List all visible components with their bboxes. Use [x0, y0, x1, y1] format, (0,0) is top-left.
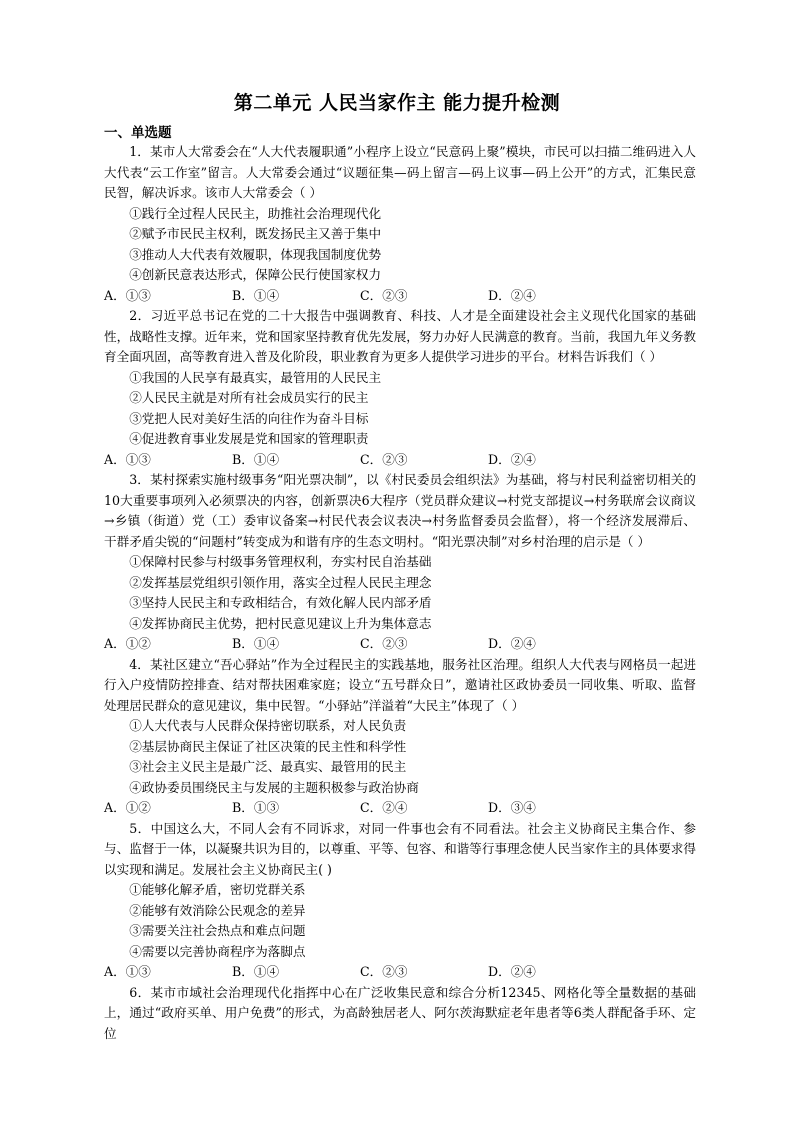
- choice-d[interactable]: D．②④: [488, 636, 536, 651]
- question: [104, 819, 696, 983]
- statement-option: ①能够化解矛盾，密切党群关系: [129, 882, 306, 897]
- question-stem: 2．习近平总书记在党的二十大报告中强调教育、科技、人才是全面建设社会主义现代化国家的基础性，战略性支撑。近年来，党和国家坚持教育优先发展，努力办好人民满意的教育。当前，我国九年义务教育全面巩固，高等教育进入普及化阶段，职业教育为更多人提供学习进步的平台。材料告诉我们（ ）: [104, 308, 696, 364]
- choice-d[interactable]: D．②④: [488, 287, 536, 303]
- statement-option: ①人大代表与人民群众保持密切联系，对人民负责: [129, 718, 407, 733]
- question: [104, 983, 696, 1045]
- question-stem: 5．中国这么大，不同人会有不同诉求，对同一件事也会有不同看法。社会主义协商民主集合作、参与、监督于一体，以凝聚共识为目的，以尊重、平等、包容、和谐等行事理念使人民当家作主的具体要求得以实现和满足。发展社会主义协商民主( ): [104, 820, 696, 877]
- choice-c[interactable]: C．②③: [360, 287, 408, 303]
- answer-choices: [104, 286, 696, 307]
- choice-b[interactable]: B．①④: [232, 636, 280, 651]
- page-title: 第二单元 人民当家作主 能力提升检测: [233, 92, 561, 114]
- statement-option: ②基层协商民主保证了社区决策的民主性和科学性: [129, 738, 407, 754]
- statement-option: ③推动人大代表有效履职，体现我国制度优势: [129, 246, 382, 262]
- statement-option: ④需要以完善协商程序为落脚点: [129, 943, 306, 959]
- choice-b[interactable]: B．①④: [232, 287, 280, 303]
- statement-option: ①保障村民参与村级事务管理权利，夯实村民自治基础: [129, 554, 432, 569]
- statement-option: ③社会主义民主是最广泛、最真实、最管用的民主: [129, 759, 407, 774]
- choice-a[interactable]: A．①②: [104, 636, 151, 651]
- question-list: [104, 142, 696, 1044]
- choice-d[interactable]: D．②④: [488, 964, 536, 979]
- question-stem: 6．某市市域社会治理现代化指挥中心在广泛收集民意和综合分析12345、网格化等全量数据的基础上，通过“政府买单、用户免费”的形式，为高龄独居老人、阿尔茨海默症老年患者等6类人群配备手环、定位: [104, 984, 696, 1041]
- choice-d[interactable]: D．②④: [488, 451, 536, 467]
- answer-choices: [104, 798, 696, 819]
- question: [104, 655, 696, 819]
- choice-b[interactable]: B．①③: [232, 800, 280, 815]
- answer-choices: [104, 450, 696, 471]
- statement-option: ③坚持人民民主和专政相结合，有效化解人民内部矛盾: [129, 595, 432, 610]
- choice-c[interactable]: C．②③: [360, 636, 408, 651]
- statement-option: ③需要关注社会热点和难点问题: [129, 923, 306, 938]
- question: [104, 142, 696, 306]
- answer-choices: [104, 634, 696, 655]
- question-stem: 1．某市人大常委会在“人大代表履职通”小程序上设立“民意码上聚”模块，市民可以扫描二维码进入人大代表“云工作室”留言。人大常委会通过“议题征集—码上留言—码上议事—码上公开”的方式，汇集民意民智，解决诉求。该市人大常委会（ ）: [104, 144, 696, 200]
- statement-option: ②发挥基层党组织引领作用，落实全过程人民民主理念: [129, 574, 432, 590]
- statement-option: ②赋予市民民主权利，既发扬民主又善于集中: [129, 226, 382, 241]
- statement-option: ③党把人民对美好生活的向往作为奋斗目标: [129, 410, 369, 426]
- statement-option: ②能够有效消除公民观念的差异: [129, 902, 306, 918]
- question-stem: 3．某村探索实施村级事务“阳光票决制”，以《村民委员会组织法》为基础，将与村民利益密切相关的10大重要事项列入必须票决的内容，创新票决6大程序（党员群众建议→村党支部提议→村务联席会议商议→乡镇（街道）党（工）委审议备案→村民代表会议表决→村务监督委员会监督），将一个经济发展滞后、干群矛盾尖锐的“问题村”转变成为和谐有序的生态文明村。“阳光票决制”对乡村治理的启示是（ ）: [104, 472, 696, 549]
- statement-option: ④促进教育事业发展是党和国家的管理职责: [129, 431, 369, 446]
- choice-d[interactable]: D．③④: [488, 800, 536, 815]
- statement-option: ①我国的人民享有最真实，最管用的人民民主: [129, 369, 382, 385]
- choice-a[interactable]: A．①③: [104, 964, 151, 979]
- question-stem: 4．某社区建立“吾心驿站”作为全过程民主的实践基地，服务社区治理。组织人大代表与网格员一起进行入户疫情防控排查、结对帮扶困难家庭；设立“五号群众日”，邀请社区政协委员一同收集、听取、监督处理居民群众的意见建议，集中民智。“小驿站”洋溢着“大民主”体现了（ ）: [104, 656, 696, 713]
- statement-option: ④创新民意表达形式，保障公民行使国家权力: [129, 267, 382, 282]
- choice-b[interactable]: B．①④: [232, 964, 280, 979]
- question: [104, 306, 696, 470]
- choice-a[interactable]: A．①③: [104, 451, 151, 467]
- choice-c[interactable]: C．②④: [360, 800, 408, 815]
- statement-option: ②人民民主就是对所有社会成员实行的民主: [129, 390, 369, 405]
- statement-option: ④发挥协商民主优势，把村民意见建议上升为集体意志: [129, 615, 432, 631]
- question: [104, 470, 696, 655]
- answer-choices: [104, 962, 696, 983]
- choice-a[interactable]: A．①③: [104, 287, 151, 303]
- choice-c[interactable]: C．②③: [360, 451, 408, 467]
- choice-a[interactable]: A．①②: [104, 800, 151, 815]
- choice-b[interactable]: B．①④: [232, 451, 280, 467]
- section-heading: 一、单选题: [104, 125, 172, 141]
- choice-c[interactable]: C．②③: [360, 964, 408, 979]
- statement-option: ①践行全过程人民民主，助推社会治理现代化: [129, 205, 382, 221]
- statement-option: ④政协委员围绕民主与发展的主题积极参与政治协商: [129, 779, 419, 795]
